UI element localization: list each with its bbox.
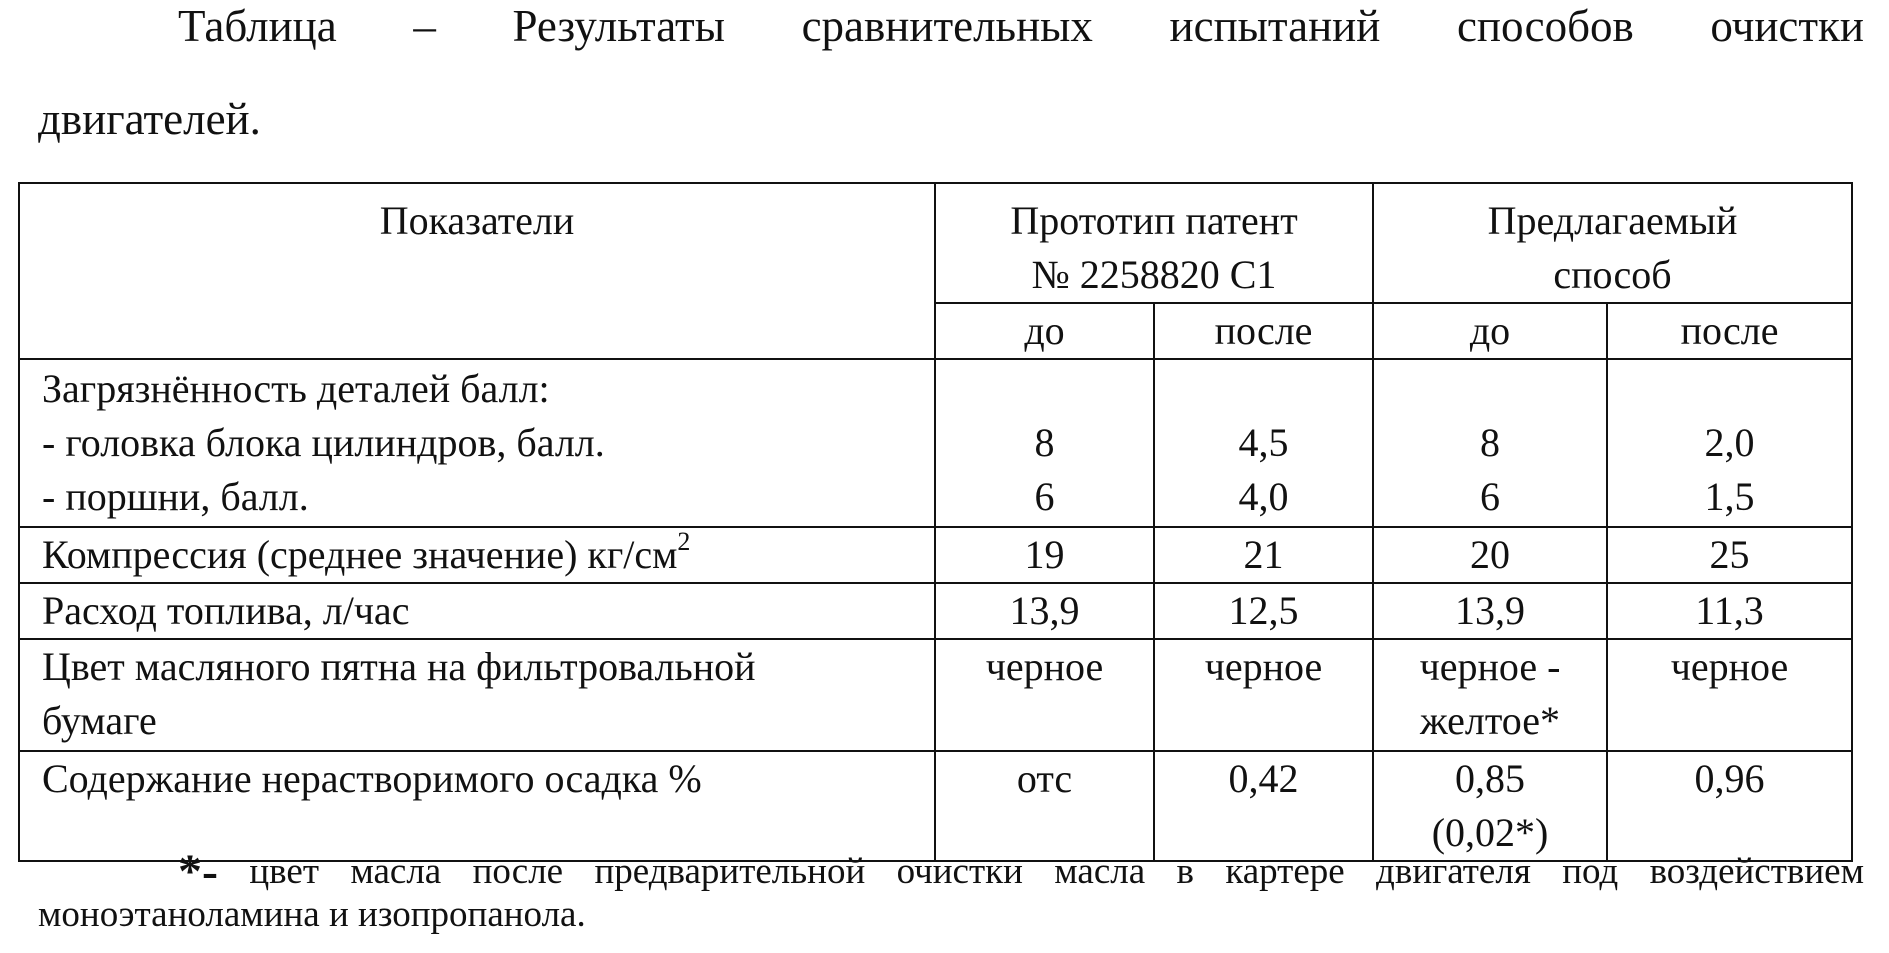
cell-value: черное - <box>1419 644 1561 689</box>
footnote-line-2: моноэтаноламина и изопропанола. <box>38 894 586 935</box>
cell-prototype-before: 13,9 <box>935 583 1154 639</box>
cell-value: (0,02*) <box>1431 810 1549 855</box>
results-table <box>18 182 1853 862</box>
cell-prototype-before: отс <box>935 751 1154 861</box>
cell-prototype-after <box>1154 359 1373 527</box>
cell-value: 6 <box>1480 474 1501 519</box>
cell-proposed-after: черное <box>1607 639 1852 751</box>
table-title-line-1: Таблица – Результаты сравнительных испытаний способов очистки <box>178 1 1864 51</box>
table-row <box>19 527 1852 583</box>
cell-proposed-before: 20 <box>1373 527 1607 583</box>
row-label-compression <box>19 527 935 583</box>
cell-value: 6 <box>1034 474 1055 519</box>
row-label-oil-spot <box>19 639 935 751</box>
table-header-row <box>19 183 1852 303</box>
cell-prototype-after: 12,5 <box>1154 583 1373 639</box>
compression-label: Компрессия (среднее значение) кг/см <box>42 532 678 577</box>
header-indicators: Показатели <box>19 183 935 359</box>
header-proposed-line-1: Предлагаемый <box>1487 198 1738 243</box>
cell-prototype-before: 19 <box>935 527 1154 583</box>
header-prototype-line-2: № 2258820 С1 <box>1031 252 1277 297</box>
cell-value: 2,0 <box>1704 420 1755 465</box>
cell-value: желтое* <box>1420 698 1561 743</box>
cell-proposed-after <box>1607 359 1852 527</box>
cell-prototype-before <box>935 359 1154 527</box>
cell-value: 4,0 <box>1238 474 1289 519</box>
cell-value: 4,5 <box>1238 420 1289 465</box>
subheader-prototype-before: до <box>935 303 1154 359</box>
table-row <box>19 583 1852 639</box>
cell-prototype-before: черное <box>935 639 1154 751</box>
table-title-line-2: двигателей. <box>38 94 261 144</box>
cell-proposed-after: 0,96 <box>1607 751 1852 861</box>
cell-proposed-before <box>1373 359 1607 527</box>
compression-label-superscript: 2 <box>677 526 691 556</box>
cell-value: 0,85 <box>1455 756 1526 801</box>
oil-spot-label-line: Цвет масляного пятна на фильтровальной <box>42 644 756 689</box>
header-prototype-line-1: Прототип патент <box>1010 198 1298 243</box>
subheader-prototype-after: после <box>1154 303 1373 359</box>
cell-value: 1,5 <box>1704 474 1755 519</box>
contamination-label-line: Загрязнённость деталей балл: <box>42 366 550 411</box>
contamination-label-line: - головка блока цилиндров, балл. <box>42 420 605 465</box>
cell-proposed-before <box>1373 639 1607 751</box>
cell-prototype-after: черное <box>1154 639 1373 751</box>
footnote-marker: *- <box>178 845 218 898</box>
row-label-sediment: Содержание нерастворимого осадка % <box>19 751 935 861</box>
cell-proposed-before: 13,9 <box>1373 583 1607 639</box>
cell-prototype-after: 0,42 <box>1154 751 1373 861</box>
subheader-proposed-before: до <box>1373 303 1607 359</box>
subheader-proposed-after: после <box>1607 303 1852 359</box>
header-proposed-line-2: способ <box>1553 252 1672 297</box>
cell-value: 8 <box>1480 420 1501 465</box>
cell-prototype-after: 21 <box>1154 527 1373 583</box>
header-prototype <box>935 183 1373 303</box>
cell-proposed-after: 25 <box>1607 527 1852 583</box>
cell-proposed-after: 11,3 <box>1607 583 1852 639</box>
row-label-contamination <box>19 359 935 527</box>
table-row <box>19 639 1852 751</box>
oil-spot-label-line: бумаге <box>42 698 157 743</box>
footnote-text: цвет масла после предварительной очистки масла в картере двигателя под воздействием <box>249 851 1865 892</box>
table-row <box>19 359 1852 527</box>
row-label-fuel: Расход топлива, л/час <box>19 583 935 639</box>
footnote-line-1 <box>178 844 1865 898</box>
cell-value: 8 <box>1034 420 1055 465</box>
contamination-label-line: - поршни, балл. <box>42 474 309 519</box>
header-proposed <box>1373 183 1852 303</box>
